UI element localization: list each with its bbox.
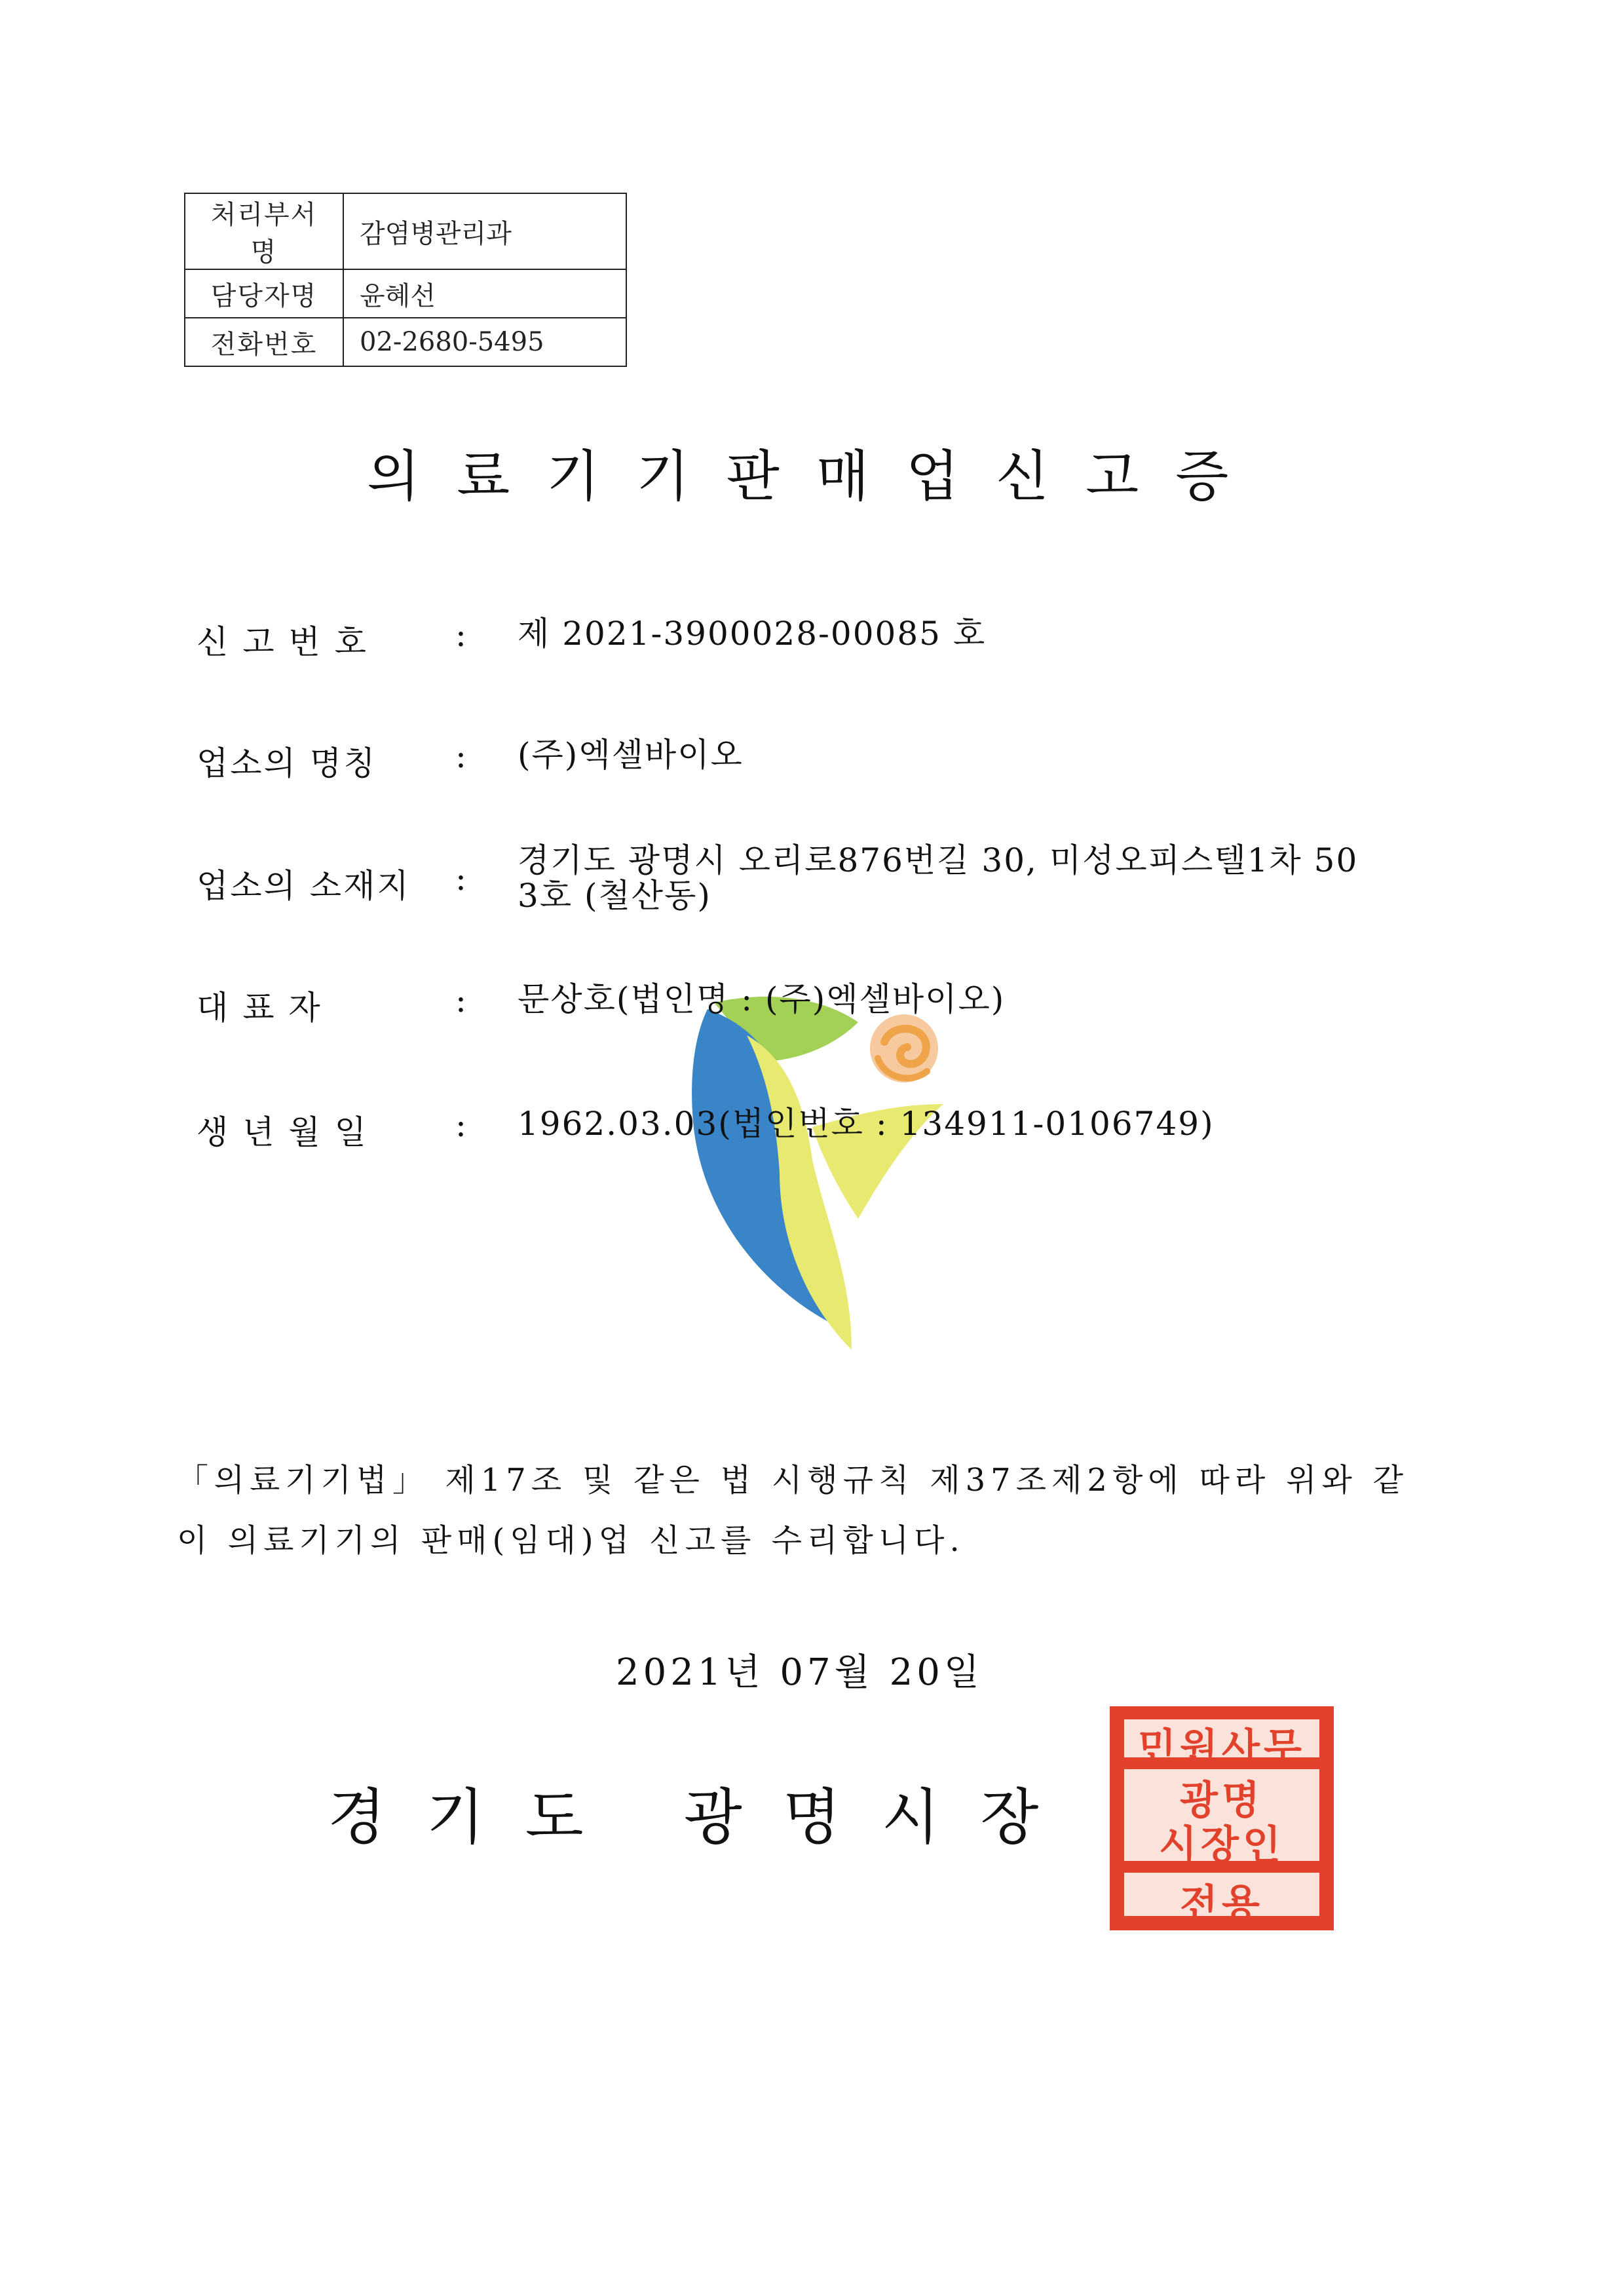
field-value-line: 경기도 광명시 오리로876번길 30, 미성오피스텔1차 50 — [518, 841, 1359, 879]
info-value: 02-2680-5495 — [343, 318, 626, 366]
field-label: 대 표 자 — [197, 989, 322, 1027]
field-value-line: 3호 (철산동) — [518, 877, 711, 915]
issue-date: 2021년 07월 20일 — [616, 1651, 983, 1694]
field-colon: : — [455, 616, 466, 654]
field-value — [518, 843, 1448, 913]
field-value-line: 1962.03.03(법인번호 : 134911-0106749) — [518, 1105, 1215, 1143]
info-value: 윤혜선 — [343, 269, 626, 318]
field-label: 업소의 명칭 — [197, 744, 377, 782]
info-label: 담당자명 — [185, 269, 343, 318]
seal-line: 광명 — [1180, 1778, 1264, 1824]
field-value-line: 제 2021-3900028-00085 호 — [518, 615, 987, 653]
field-value — [518, 616, 1448, 651]
info-row-manager — [185, 269, 626, 318]
handling-info-table — [184, 193, 627, 367]
field-label: 생 년 월 일 — [197, 1113, 368, 1151]
seal-line: 전용 — [1180, 1881, 1264, 1927]
field-label: 업소의 소재지 — [197, 867, 411, 905]
acceptance-statement: 「의료기기법」 제17조 및 같은 법 시행규칙 제37조제2항에 따라 위와 같이 의료기기의 판매(임대)업 신고를 수리합니다. — [177, 1462, 1408, 1559]
info-row-phone — [185, 318, 626, 366]
seal-line: 민원사무 — [1138, 1725, 1306, 1771]
field-value — [518, 737, 1448, 773]
info-label: 처리부서명 — [185, 193, 343, 269]
official-seal — [1107, 1704, 1336, 1933]
info-label: 전화번호 — [185, 318, 343, 366]
field-colon: : — [455, 1106, 466, 1144]
field-value — [518, 982, 1448, 1017]
field-value-line: (주)엑셀바이오 — [518, 736, 744, 774]
document-title: 의료기기판매업신고증 — [367, 444, 1266, 508]
info-value: 감염병관리과 — [343, 193, 626, 269]
info-row-department — [185, 193, 626, 269]
field-label: 신 고 번 호 — [197, 623, 368, 661]
field-value-line: 문상호(법인명 : (주)엑셀바이오) — [518, 980, 1006, 1018]
field-colon: : — [455, 860, 466, 898]
field-value — [518, 1106, 1448, 1141]
gwangmyeong-emblem — [662, 963, 970, 1356]
issuer-name: 경기도 광명시장 — [328, 1782, 1080, 1852]
field-colon: : — [455, 737, 466, 775]
field-colon: : — [455, 982, 466, 1020]
seal-line: 시장인 — [1159, 1822, 1285, 1868]
